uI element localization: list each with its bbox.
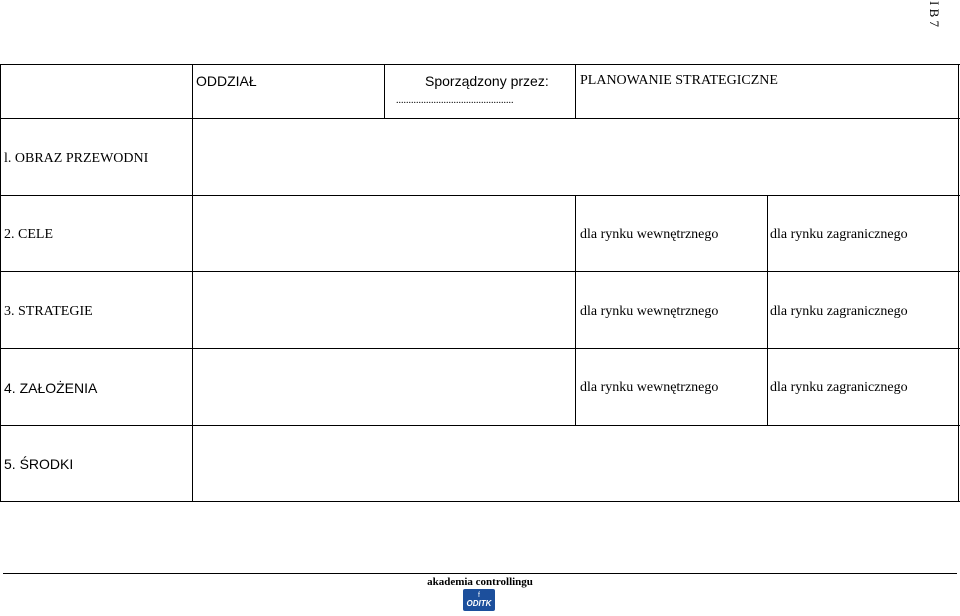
row-divider-4 [0,348,960,349]
assumptions-domestic-header: dla rynku wewnętrznego [580,380,719,395]
prepared-by-field[interactable]: ............................................... [396,95,514,106]
oditk-logo-icon [463,589,495,611]
footer-brand: akademia controllingu [427,576,533,588]
strategies-domestic-header: dla rynku wewnętrznego [580,304,719,319]
row-divider-2 [0,195,960,196]
form-right-border [958,64,959,502]
division-label: ODDZIAŁ [196,73,257,89]
label-column-divider [192,64,193,502]
footer-rule [3,573,957,574]
section-label-means: 5. ŚRODKI [4,456,74,472]
row-divider-3 [0,271,960,272]
assumptions-foreign-header: dla rynku zagranicznego [770,380,908,395]
form-title: PLANOWANIE STRATEGICZNE [580,73,778,88]
row-divider-5 [0,425,960,426]
header-title-divider [575,64,576,119]
foreign-column-divider [767,195,768,426]
logo-text: ODITK [466,599,492,608]
prepared-by-label: Sporządzony przez: [425,73,549,89]
goals-domestic-header: dla rynku wewnętrznego [580,227,719,242]
section-label-overview: l. OBRAZ PRZEWODNI [4,151,149,166]
form-top-border [0,64,960,65]
strategies-foreign-header: dla rynku zagranicznego [770,304,908,319]
header-prepared-divider [384,64,385,119]
logo-mark: f [478,592,480,599]
domestic-column-divider [575,195,576,426]
form-left-border [0,64,1,502]
page-code-text: I B 7 [927,1,942,27]
goals-foreign-header: dla rynku zagranicznego [770,227,908,242]
row-divider-1 [0,118,960,119]
form-bottom-border [0,501,960,502]
section-label-strategies: 3. STRATEGIE [4,304,93,319]
section-label-goals: 2. CELE [4,227,53,242]
section-label-assumptions: 4. ZAŁOŻENIA [4,380,98,396]
